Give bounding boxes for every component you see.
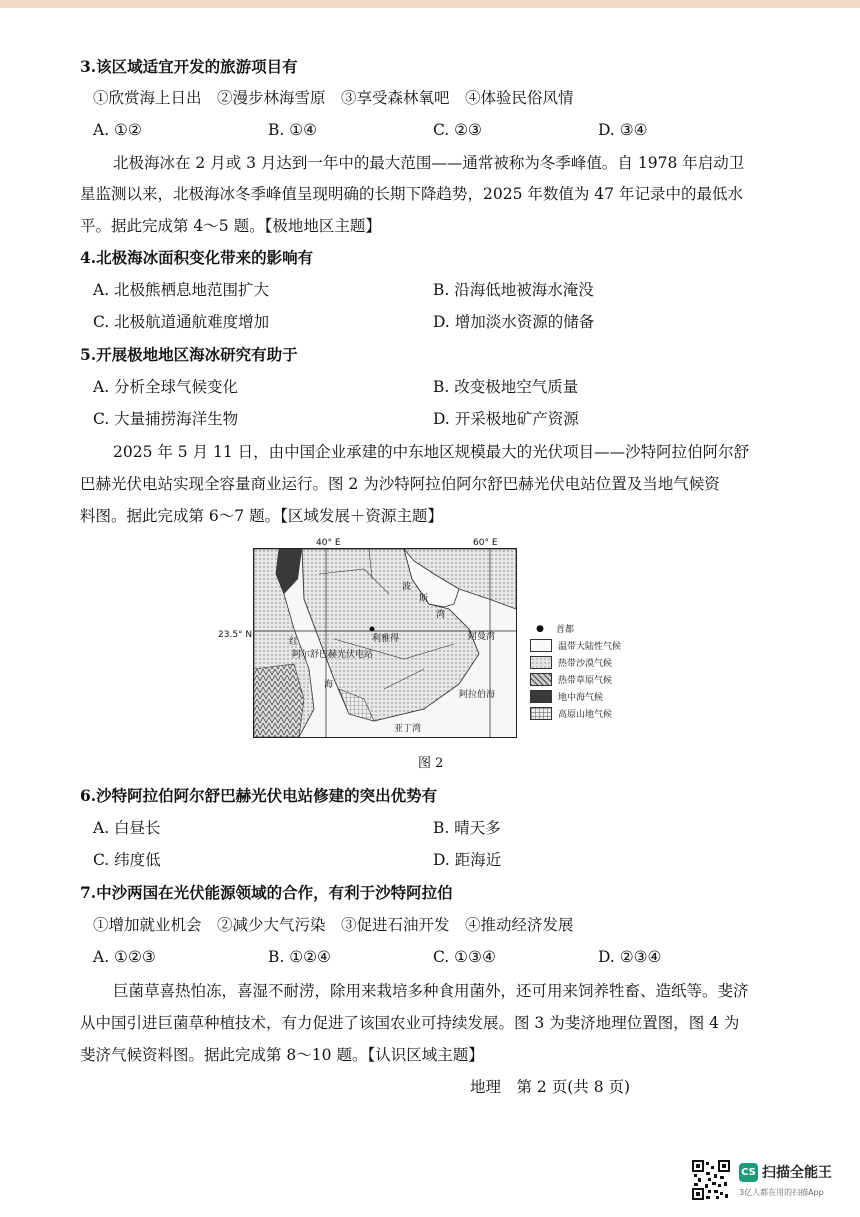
question-7-option-c: C. ①③④ [433,948,496,966]
question-3-option-c: C. ②③ [433,121,482,139]
map-label-oman-gulf: 阿曼湾 [468,632,496,642]
map-longitude-40e: 40° E [316,538,341,548]
question-7-option-b: B. ①②④ [268,948,331,966]
figure-2-map [253,548,517,738]
question-3-option-a: A. ①② [93,121,142,139]
question-6-option-a: A. 白昼长 [93,819,161,837]
legend-highland [530,705,621,722]
qr-code-icon [692,1160,730,1200]
swatch-temperate-continental [530,639,552,652]
question-4-stem: 4.北极海冰面积变化带来的影响有 [80,248,314,267]
legend-label-temperate-continental: 温带大陆性气候 [558,642,622,652]
scanner-app-name: 扫描全能王 [762,1165,832,1181]
swatch-highland [530,707,552,720]
question-4-option-b: B. 沿海低地被海水淹没 [433,281,594,299]
scanner-app-logo: CS [739,1163,758,1182]
question-5-option-b: B. 改变极地空气质量 [433,378,579,396]
map-label-riyadh: 利雅得 [372,634,400,644]
legend-label-highland: 高原山地气候 [558,710,613,720]
swatch-tropical-savanna [530,673,552,686]
question-6-option-d: D. 距海近 [433,851,502,869]
swatch-mediterranean [530,690,552,703]
passage-1-line-3: 平。据此完成第 4～5 题。【极地地区主题】 [80,217,381,235]
passage-2-line-1: 2025 年 5 月 11 日，由中国企业承建的中东地区规模最大的光伏项目——沙特阿拉伯阿尔舒 [113,443,750,461]
question-7-stem: 7.中沙两国在光伏能源领域的合作，有利于沙特阿拉伯 [80,883,453,902]
scanner-app-tagline: 3亿人都在用的扫描App [739,1188,824,1197]
legend-tropical-desert [530,654,621,671]
passage-1-line-2: 星监测以来，北极海冰冬季峰值呈现明确的长期下降趋势，2025 年数值为 47 年记录中的最低水 [80,185,743,203]
savanna-area [254,664,304,737]
map-label-red-sea-2: 海 [324,680,334,690]
legend-label-mediterranean: 地中海气候 [558,693,604,703]
figure-2-caption: 图 2 [418,756,444,771]
passage-1-line-1: 北极海冰在 2 月或 3 月达到一年中的最大范围——通常被称为冬季峰值。自 1978 年启动卫 [113,154,745,172]
map-longitude-60e: 60° E [473,538,498,548]
question-4-option-a: A. 北极熊栖息地范围扩大 [93,281,270,299]
map-latitude-tropic: 23.5° N [218,630,253,640]
passage-3-line-2: 从中国引进巨菌草种植技术，有力促进了该国农业可持续发展。图 3 为斐济地理位置图，图 4 为 [80,1014,740,1032]
question-7-option-a: A. ①②③ [93,948,156,966]
map-label-aden-gulf: 亚丁湾 [394,724,422,734]
question-6-option-c: C. 纬度低 [93,851,161,869]
legend-label-capital: 首都 [556,625,575,635]
legend-capital [530,620,621,637]
passage-2-line-2: 巴赫光伏电站实现全容量商业运行。图 2 为沙特阿拉伯阿尔舒巴赫光伏电站位置及当地气候资 [80,475,720,493]
map-label-arabian-sea: 阿拉伯海 [459,690,496,700]
map-label-station: 阿尔舒巴赫光伏电站 [292,650,374,660]
capital-dot-icon: ● [536,623,544,634]
question-4-option-d: D. 增加淡水资源的储备 [433,313,595,331]
legend-tropical-savanna [530,671,621,688]
question-5-option-d: D. 开采极地矿产资源 [433,410,579,428]
map-label-gulf-1: 波 [402,582,412,592]
page-footer: 地理 第 2 页(共 8 页) [470,1078,631,1096]
swatch-tropical-desert [530,656,552,669]
question-3-option-d: D. ③④ [598,121,648,139]
passage-2-line-3: 料图。据此完成第 6～7 题。【区域发展＋资源主题】 [80,507,443,525]
question-3-option-b: B. ①④ [268,121,318,139]
map-label-gulf-3: 湾 [436,610,446,620]
legend-mediterranean [530,688,621,705]
question-5-option-c: C. 大量捕捞海洋生物 [93,410,239,428]
legend-label-tropical-savanna: 热带草原气候 [558,676,613,686]
question-3-items: ①欣赏海上日出 ②漫步林海雪原 ③享受森林氧吧 ④体验民俗风情 [93,89,574,107]
map-label-red-sea-1: 红 [289,637,299,647]
figure-2-legend [530,620,621,722]
legend-temperate-continental [530,637,621,654]
passage-3-line-1: 巨菌草喜热怕冻，喜湿不耐涝，除用来栽培多种食用菌外，还可用来饲养牲畜、造纸等。斐济 [113,982,749,1000]
question-5-stem: 5.开展极地地区海冰研究有助于 [80,345,298,364]
question-6-option-b: B. 晴天多 [433,819,501,837]
legend-label-tropical-desert: 热带沙漠气候 [558,659,613,669]
question-6-stem: 6.沙特阿拉伯阿尔舒巴赫光伏电站修建的突出优势有 [80,786,438,805]
question-7-option-d: D. ②③④ [598,948,662,966]
question-7-items: ①增加就业机会 ②减少大气污染 ③促进石油开发 ④推动经济发展 [93,916,574,934]
map-label-gulf-2: 斯 [419,594,429,604]
passage-3-line-3: 斐济气候资料图。据此完成第 8～10 题。【认识区域主题】 [80,1046,484,1064]
question-3-stem: 3.该区域适宜开发的旅游项目有 [80,57,298,76]
question-5-option-a: A. 分析全球气候变化 [93,378,239,396]
question-4-option-c: C. 北极航道通航难度增加 [93,313,270,331]
